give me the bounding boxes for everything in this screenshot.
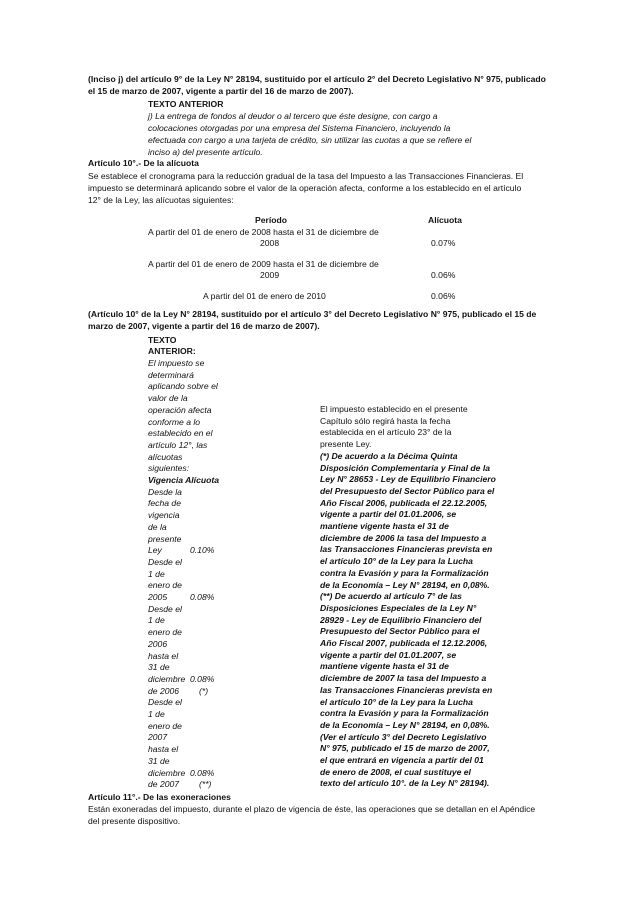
previous-text-left-line: de 2007 bbox=[148, 779, 180, 790]
table-row-rate: 0.07% bbox=[431, 238, 456, 248]
previous-text-footnote-line: N° 975, publicado el 15 de marzo de 2007, bbox=[320, 743, 490, 754]
previous-text-left-line: 2005 bbox=[148, 592, 168, 602]
previous-text-left-line: operación afecta bbox=[148, 404, 212, 415]
previous-text-rate-value: 0.10% bbox=[190, 545, 215, 556]
previous-text-footnote-line: el artículo 10° de la Ley para la Lucha bbox=[320, 696, 473, 707]
previous-text-footnote-line: texto del artículo 10°. de la Ley N° 28194). bbox=[320, 778, 490, 789]
previous-text-left-line: 2006 bbox=[148, 638, 168, 649]
previous-text-footnote-line: de la Economía – Ley N° 28194, en 0,08%. bbox=[320, 719, 490, 730]
previous-text-footnote-line: (**) De acuerdo al artículo 7° de las bbox=[320, 591, 462, 602]
amendment-note-line-1: (Inciso j) del artículo 9° de la Ley N° 28194, sustituido por el artículo 2° del Decreto Legislativo N° 975, publicado bbox=[88, 74, 546, 84]
previous-text-left-line: conforme a lo bbox=[148, 416, 201, 427]
previous-text-footnote-line: Ley N° 28653 - Ley de Equilibrio Financiero bbox=[320, 474, 496, 485]
previous-text-footnote-line: diciembre de 2007 la tasa del Impuesto a bbox=[320, 673, 487, 684]
previous-text-left-line: enero de bbox=[148, 580, 182, 591]
previous-text-left-line: vigencia bbox=[148, 510, 180, 521]
previous-text-footnote-line: Disposición Complementaria y Final de la bbox=[320, 462, 491, 473]
table-header-rate: Alícuota bbox=[428, 215, 462, 225]
previous-text-rate-value: 0.08% bbox=[190, 767, 215, 778]
previous-text-left-line: alícuotas bbox=[148, 451, 183, 462]
previous-text-left-line: 31 de bbox=[148, 755, 170, 766]
previous-text-footnote-line: vigente a partir del 01.01.2007, se bbox=[320, 649, 457, 660]
previous-text-footnote-line: (Ver el artículo 3° del Decreto Legislativo bbox=[320, 731, 487, 742]
previous-text-left-line: enero de bbox=[148, 720, 182, 731]
previous-text-left-line: establecido en el bbox=[148, 428, 213, 439]
previous-text-footnote-line: contra la Evasión y para la Formalización bbox=[320, 567, 489, 578]
article-10-paragraph-line: Se establece el cronograma para la reducción gradual de la tasa del Impuesto a las Transacciones Financieras. El bbox=[88, 171, 524, 181]
previous-text-left-line: determinará bbox=[148, 369, 194, 380]
previous-text-left-line: 1 de bbox=[148, 709, 165, 719]
previous-text-left-line: valor de la bbox=[148, 393, 188, 404]
previous-text-rate-value: 0.08% bbox=[190, 673, 215, 684]
previous-text-left-line: Vigencia Alícuota bbox=[148, 475, 219, 485]
previous-text-line: efectuada con cargo a una tarjeta de crédito, sin utilizar las cuotas a que se refiere el bbox=[148, 135, 472, 145]
previous-text-footnote-line: 28929 - Ley de Equilibrio Financiero del bbox=[320, 614, 482, 625]
previous-text-right-line: presente Ley. bbox=[320, 439, 372, 450]
previous-text-right-line: Capítulo sólo regirá hasta la fecha bbox=[320, 415, 451, 426]
previous-text-footnote-line: el que entrará en vigencia a partir del 01 bbox=[320, 755, 484, 765]
previous-text-footnote-line: diciembre de 2006 la tasa del Impuesto a bbox=[320, 532, 487, 543]
previous-text-footnote-line: Presupuesto del Sector Público para el bbox=[320, 626, 480, 637]
previous-text-footnote-line: Disposiciones Especiales de la Ley N° bbox=[320, 602, 477, 613]
previous-text-left-line: diciembre bbox=[148, 767, 186, 778]
previous-text-heading-line-1: TEXTO bbox=[148, 335, 177, 345]
previous-text-left-line: Ley bbox=[148, 545, 162, 556]
previous-text-footnote-line: Año Fiscal 2006, publicada el 22.12.2005, bbox=[320, 497, 488, 508]
previous-text-left-line: de 2006 bbox=[148, 685, 180, 696]
previous-text-footnote-line: mantiene vigente hasta el 31 de bbox=[320, 521, 449, 531]
previous-text-left-line: 2007 bbox=[148, 732, 168, 743]
previous-text-left-line: siguientes: bbox=[148, 463, 190, 474]
previous-text-left-line: diciembre bbox=[148, 673, 186, 684]
previous-text-footnote-line: (*) De acuerdo a la Décima Quinta bbox=[320, 450, 458, 461]
table-row-period: A partir del 01 de enero de 2010 bbox=[203, 291, 326, 301]
previous-text-line: colocaciones otorgadas por una empresa del Sistema Financiero, incluyendo la bbox=[148, 123, 451, 133]
previous-text-left-line: Desde el bbox=[148, 556, 182, 567]
previous-text-rate-value: (**) bbox=[199, 779, 212, 790]
article-10-heading: Artículo 10°.- De la alícuota bbox=[88, 158, 199, 168]
previous-text-left-line: El impuesto se bbox=[148, 358, 205, 368]
table-row-rate: 0.06% bbox=[431, 291, 456, 301]
previous-text-left-line: Desde el bbox=[148, 697, 182, 708]
previous-text-footnote-line: del Presupuesto del Sector Público para el bbox=[320, 485, 495, 496]
previous-text-footnote-line: contra la Evasión y para la Formalización bbox=[320, 708, 489, 719]
table-row-period: A partir del 01 de enero de 2008 hasta el 31 de diciembre de bbox=[148, 227, 379, 237]
previous-text-footnote-line: las Transacciones Financieras prevista en bbox=[320, 544, 493, 555]
previous-text-line: j) La entrega de fondos al deudor o al tercero que éste designe, con cargo a bbox=[148, 111, 438, 121]
previous-text-footnote-line: de la Economía – Ley N° 28194, en 0,08%. bbox=[320, 579, 490, 590]
table-row-period: A partir del 01 de enero de 2009 hasta el 31 de diciembre de bbox=[148, 259, 379, 269]
article-10-paragraph-line: 12° de la Ley, las alícuotas siguientes: bbox=[88, 195, 234, 205]
table-row-period-year: 2008 bbox=[260, 238, 280, 248]
previous-text-left-line: 1 de bbox=[148, 568, 165, 579]
previous-text-right-line: establecida en el artículo 23° de la bbox=[320, 427, 452, 438]
previous-text-line: inciso a) del presente artículo. bbox=[148, 147, 263, 157]
previous-text-left-line: 1 de bbox=[148, 615, 165, 626]
article-11-paragraph-line: del presente dispositivo. bbox=[88, 816, 181, 826]
previous-text-right-line: El impuesto establecido en el presente bbox=[320, 404, 468, 414]
previous-text-rate-value: 0.08% bbox=[190, 592, 215, 602]
article-10-amendment-note-line-2: marzo de 2007, vigente a partir del 16 de marzo de 2007). bbox=[88, 321, 320, 331]
previous-text-left-line: aplicando sobre el bbox=[148, 381, 218, 392]
article-11-paragraph-line: Están exoneradas del impuesto, durante el plazo de vigencia de éste, las operaciones que se detallan en el Apéndice bbox=[88, 804, 536, 814]
previous-text-footnote-line: Año Fiscal 2007, publicada el 12.12.2006, bbox=[320, 638, 488, 648]
table-row-period-year: 2009 bbox=[260, 270, 280, 280]
previous-text-left-line: artículo 12°, las bbox=[148, 439, 208, 450]
previous-text-footnote-line: las Transacciones Financieras prevista en bbox=[320, 684, 493, 695]
previous-text-footnote-line: de enero de 2008, el cual sustituye el bbox=[320, 766, 471, 777]
amendment-note-line-2: el 15 de marzo de 2007, vigente a partir del 16 de marzo de 2007). bbox=[88, 86, 354, 96]
previous-text-heading: TEXTO ANTERIOR bbox=[148, 99, 224, 109]
previous-text-left-line: presente bbox=[148, 533, 182, 544]
previous-text-left-line: 31 de bbox=[148, 662, 170, 673]
previous-text-footnote-line: el artículo 10° de la Ley para la Lucha bbox=[320, 556, 473, 567]
article-10-paragraph-line: impuesto se determinará aplicando sobre el valor de la operación afecta, conforme a los establecido en el artículo bbox=[88, 183, 522, 193]
table-header-period: Período bbox=[255, 215, 287, 225]
previous-text-left-line: Desde el bbox=[148, 603, 182, 614]
previous-text-rate-value: (*) bbox=[199, 685, 209, 696]
previous-text-left-line: Desde la bbox=[148, 486, 182, 497]
previous-text-left-line: enero de bbox=[148, 627, 182, 638]
previous-text-left-line: de la bbox=[148, 521, 167, 532]
table-row-rate: 0.06% bbox=[431, 270, 456, 280]
previous-text-left-line: fecha de bbox=[148, 498, 181, 509]
previous-text-heading-line-2: ANTERIOR: bbox=[148, 346, 196, 356]
previous-text-left-line: hasta el bbox=[148, 650, 179, 661]
article-11-heading: Artículo 11°.- De las exoneraciones bbox=[88, 792, 231, 802]
previous-text-footnote-line: vigente a partir del 01.01.2006, se bbox=[320, 509, 457, 520]
previous-text-footnote-line: mantiene vigente hasta el 31 de bbox=[320, 661, 449, 672]
previous-text-left-line: hasta el bbox=[148, 744, 179, 755]
article-10-amendment-note-line-1: (Artículo 10° de la Ley N° 28194, sustituido por el artículo 3° del Decreto Legislativo N° 975, publicado el 15 de bbox=[88, 309, 537, 319]
